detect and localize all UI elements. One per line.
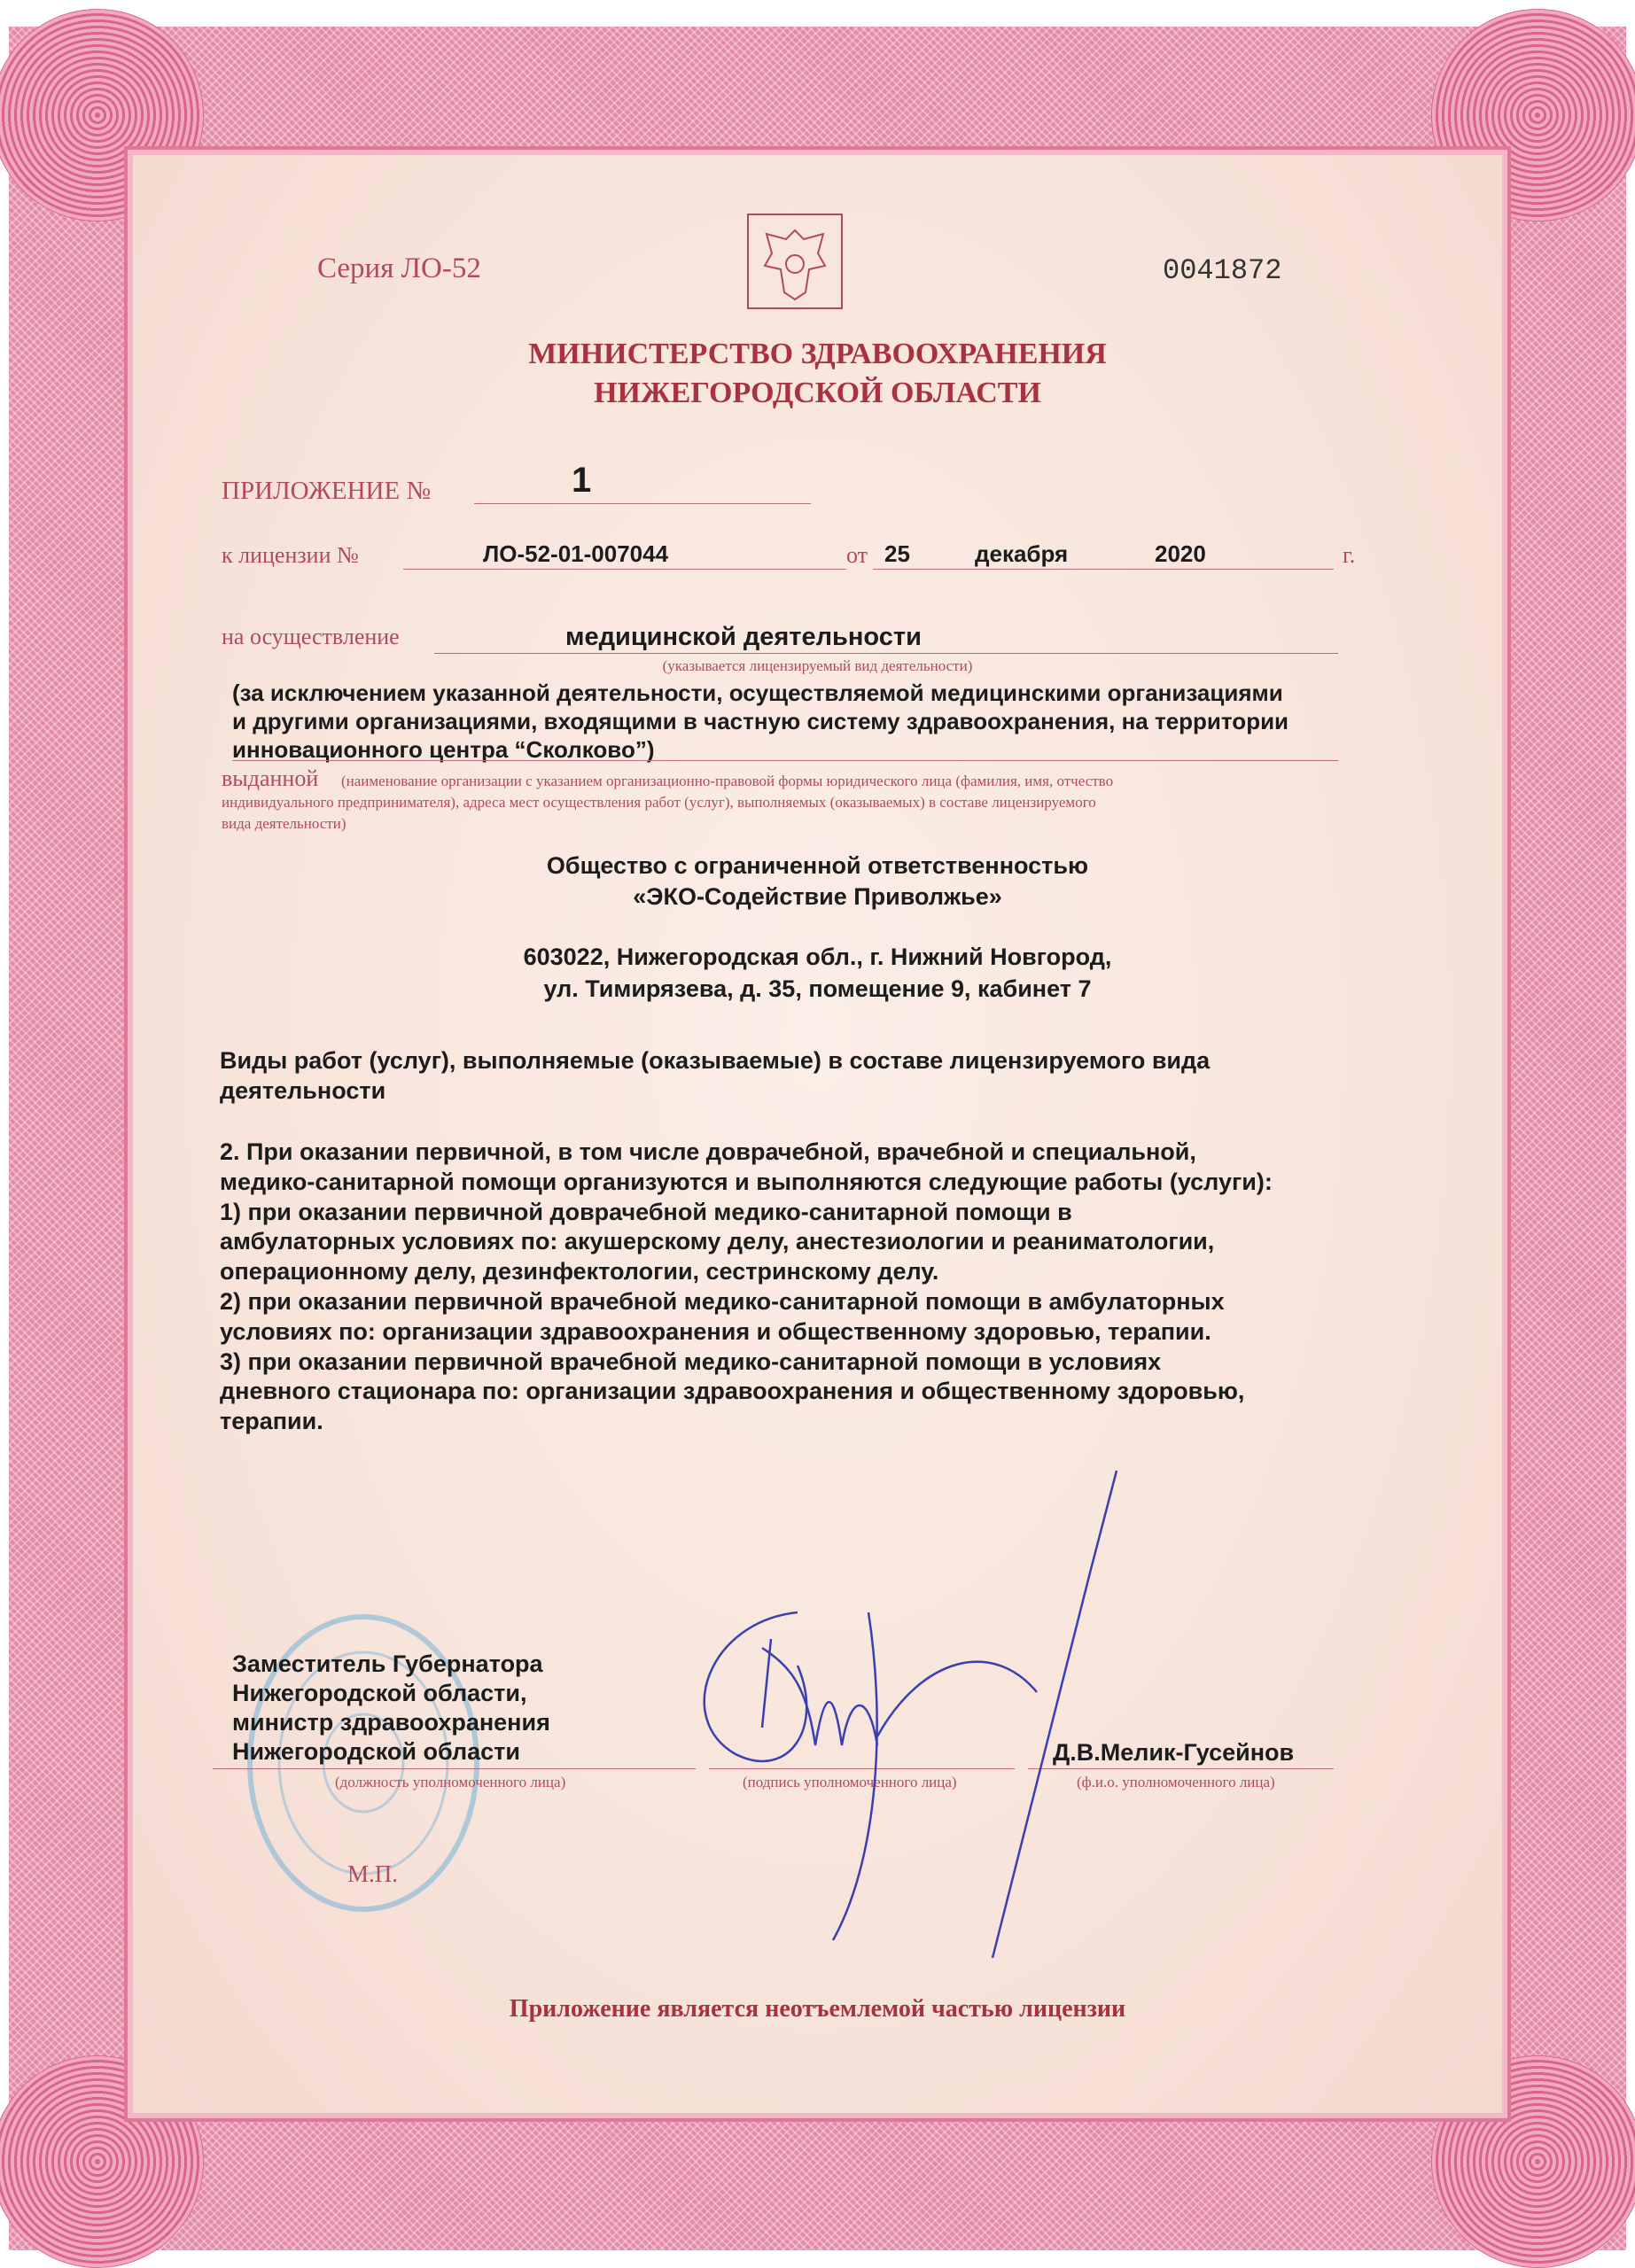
footer-note: Приложение является неотъемлемой частью лицензии	[509, 1995, 1126, 2023]
license-from-label: от	[846, 542, 868, 568]
license-number: ЛО-52-01-007044	[483, 540, 669, 567]
activity-label: на осуществление	[222, 624, 400, 649]
issued-hint: (наименование организации с указанием организационно-правовой формы юридического лица (фамилия, имя, отчество индивидуального предпринимателя), адреса мест осуществления работ (услуг), выполняемых (оказываемых) в составе лицензируемого вида деятельности)	[222, 773, 1114, 832]
position-hint: (должность уполномоченного лица)	[335, 1774, 566, 1790]
license-year-suffix: г.	[1343, 542, 1356, 568]
activity-exception: (за исключением указанной деятельности, осуществляемой медицинскими организациями и другими организациями, входящими в частную систему здравоохранения, на территории инновационного центра “Сколково”)	[232, 680, 1289, 763]
works-list: 2. При оказании первичной, в том числе доврачебной, врачебной и специальной, медико-санитарной помощи организуются и выполняются следующие работы (услуги): 1) при оказании первичной доврачебной медико-санитарной помощи в амбулаторных условиях по: акушерскому делу, анестезиологии и реаниматологии, операционному делу, дезинфектологии, сестринскому делу. 2) при оказании первичной врачебной медико-санитарной помощи в амбулаторных условиях по: организации здравоохранения и общественному здоровью, терапии. 3) при оказании первичной врачебной медико-санитарной помощи в условиях дневного стационара по: организации здравоохранения и общественному здоровью, терапии.	[220, 1138, 1273, 1435]
activity-value: медицинской деятельности	[565, 623, 922, 651]
signature-hint: (подпись уполномоченного лица)	[743, 1774, 957, 1790]
stamp-place-label: М.П.	[347, 1860, 399, 1887]
organization-name: Общество с ограниченной ответственностью «ЭКО-Содействие Приволжье»	[546, 852, 1089, 910]
appendix-label: ПРИЛОЖЕНИЕ №	[222, 477, 432, 505]
license-label: к лицензии №	[222, 542, 359, 568]
handwritten-signature	[656, 1462, 1152, 1958]
license-day: 25	[884, 540, 910, 567]
works-heading: Виды работ (услуг), выполняемые (оказываемые) в составе лицензируемого вида деятельности	[220, 1047, 1211, 1104]
series: Серия ЛО-52	[317, 252, 481, 284]
organization-address: 603022, Нижегородская обл., г. Нижний Новгород, ул. Тимирязева, д. 35, помещение 9, кабинет 7	[523, 944, 1112, 1002]
signatory-name: Д.В.Мелик-Гусейнов	[1053, 1739, 1295, 1766]
license-year: 2020	[1155, 540, 1206, 567]
issuer-title: МИНИСТЕРСТВО ЗДРАВООХРАНЕНИЯ НИЖЕГОРОДСКОЙ ОБЛАСТИ	[528, 338, 1107, 409]
emblem-icon	[746, 213, 844, 310]
activity-hint: (указывается лицензируемый вид деятельности)	[662, 657, 973, 674]
signatory-position: Заместитель Губернатора Нижегородской области, министр здравоохранения Нижегородской области	[232, 1651, 550, 1765]
appendix-number: 1	[572, 461, 592, 500]
form-number: 0041872	[1163, 254, 1282, 287]
license-month: декабря	[975, 540, 1069, 567]
issued-label: выданной	[222, 765, 319, 791]
name-hint: (ф.и.о. уполномоченного лица)	[1077, 1774, 1275, 1790]
